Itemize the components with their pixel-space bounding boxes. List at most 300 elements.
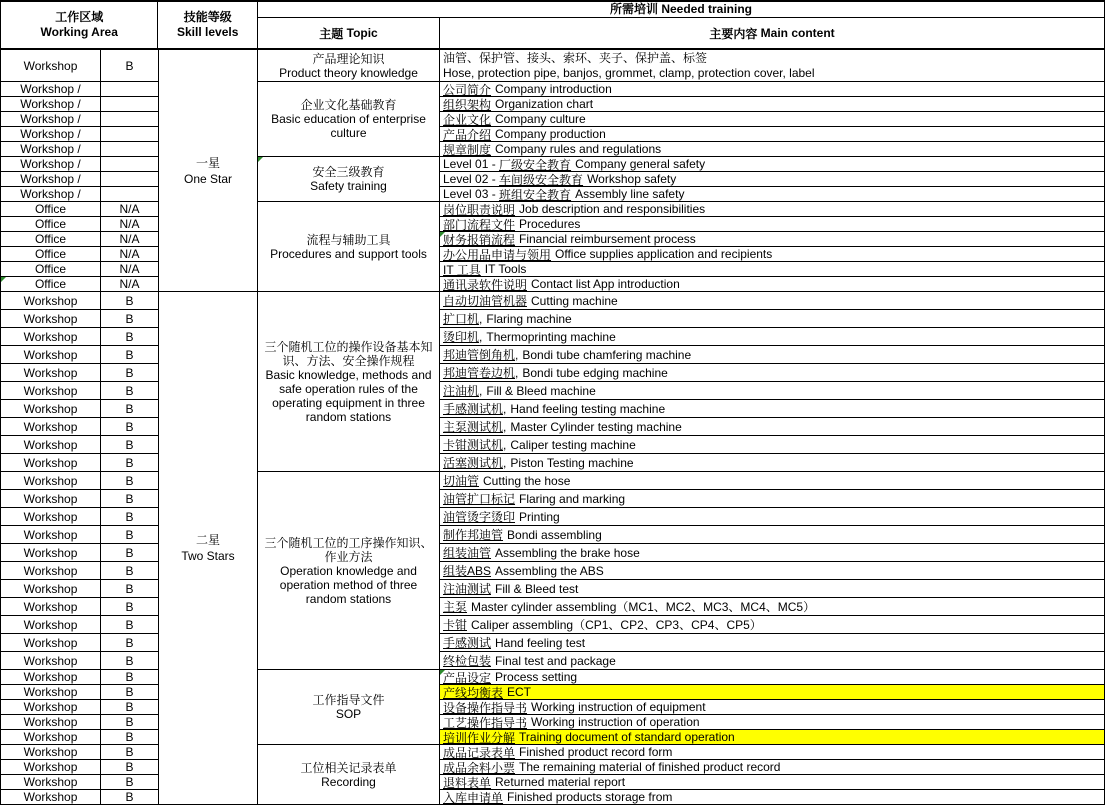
skill-grade-cell[interactable]: B	[101, 364, 159, 382]
working-area-row	[1, 172, 159, 187]
working-area-row	[1, 730, 159, 745]
working-area-cell[interactable]: Workshop	[1, 745, 101, 760]
content-cell[interactable]	[440, 217, 1105, 232]
working-area-cell[interactable]: Office	[1, 277, 101, 292]
content-en: Returned material report	[495, 775, 626, 789]
content-zh: 注油机	[443, 384, 480, 398]
topic-cell[interactable]	[258, 157, 440, 202]
content-post: ,	[503, 437, 507, 452]
working-area-row	[1, 232, 159, 247]
working-area-cell[interactable]: Workshop	[1, 454, 101, 472]
working-area-cell[interactable]: Workshop	[1, 616, 101, 634]
content-en: Cutting machine	[531, 293, 618, 308]
working-area-row	[1, 544, 159, 562]
content-en: Hand feeling testing machine	[510, 401, 666, 416]
working-area-cell[interactable]: Workshop	[1, 598, 101, 616]
content-en: Caliper assembling（CP1、CP2、CP3、CP4、CP5）	[471, 618, 762, 632]
content-cell[interactable]	[440, 760, 1105, 775]
content-zh: 产品介绍	[443, 127, 492, 142]
content-en: Process setting	[495, 670, 578, 684]
content-column	[440, 472, 1105, 670]
content-post: ,	[479, 311, 483, 326]
skill-grade-cell[interactable]: B	[101, 790, 159, 805]
topic-cell[interactable]	[258, 670, 440, 745]
content-cell[interactable]	[440, 127, 1105, 142]
content-column	[440, 50, 1105, 82]
skill-grade-cell[interactable]: N/A	[101, 232, 159, 247]
skill-grade-cell[interactable]: B	[101, 730, 159, 745]
content-zh: 手感测试	[443, 636, 492, 650]
skill-grade-cell[interactable]	[101, 112, 159, 127]
content-zh: 自动切油管机器	[443, 294, 528, 308]
skill-grade-cell[interactable]: B	[101, 652, 159, 670]
working-area-cell[interactable]: Workshop /	[1, 127, 101, 142]
content-post: ,	[503, 455, 507, 470]
skill-grade-cell[interactable]: B	[101, 715, 159, 730]
content-cell[interactable]	[440, 490, 1105, 508]
content-zh: 卡钳	[443, 618, 468, 632]
working-area-cell[interactable]: Office	[1, 202, 101, 217]
working-area-row	[1, 157, 159, 172]
topic-zh: 安全三级教育	[312, 165, 385, 179]
content-en: Printing	[519, 509, 560, 524]
working-area-cell[interactable]: Workshop	[1, 490, 101, 508]
content-cell[interactable]	[440, 715, 1105, 730]
working-area-row	[1, 526, 159, 544]
content-cell[interactable]	[440, 187, 1105, 202]
content-zh: 制作邦迪管	[443, 528, 504, 542]
content-en: Finished product record form	[519, 745, 673, 759]
content-post: ,	[515, 347, 519, 362]
skill-level-cell-one-star[interactable]	[159, 50, 258, 292]
skill-grade-cell[interactable]: B	[101, 400, 159, 418]
header-needed-training-en: Needed training	[661, 2, 753, 16]
content-cell[interactable]	[440, 157, 1105, 172]
working-area-row	[1, 454, 159, 472]
content-cell[interactable]	[440, 418, 1105, 436]
content-cell[interactable]	[440, 112, 1105, 127]
working-area-cell[interactable]: Office	[1, 247, 101, 262]
header-working-area[interactable]	[1, 2, 158, 50]
topic-en: Basic knowledge, methods and safe operation rules of the operating equipment in three random stations	[265, 367, 432, 424]
working-area-row	[1, 112, 159, 127]
skill-level-zh: 一星	[195, 155, 220, 170]
skill-grade-cell[interactable]: B	[101, 328, 159, 346]
content-zh: 油管扩口标记	[443, 492, 516, 506]
working-area-cell[interactable]: Workshop	[1, 700, 101, 715]
working-area-cell[interactable]: Workshop	[1, 775, 101, 790]
content-prefix: Level 01 -	[443, 157, 500, 171]
working-area-row	[1, 472, 159, 490]
comment-flag-icon	[258, 157, 263, 162]
skill-grade-cell[interactable]: B	[101, 775, 159, 790]
skill-grade-cell[interactable]: N/A	[101, 277, 159, 292]
working-area-cell[interactable]: Workshop	[1, 562, 101, 580]
content-column	[440, 202, 1105, 292]
content-cell[interactable]	[440, 202, 1105, 217]
content-cell[interactable]	[440, 310, 1105, 328]
working-area-row	[1, 364, 159, 382]
header-skill-levels[interactable]	[158, 2, 258, 50]
content-cell[interactable]	[440, 598, 1105, 616]
content-cell[interactable]	[440, 616, 1105, 634]
working-area-cell[interactable]: Office	[1, 232, 101, 247]
skill-grade-cell[interactable]: B	[101, 526, 159, 544]
working-area-cell[interactable]: Workshop /	[1, 157, 101, 172]
table-body	[1, 50, 1105, 805]
working-area-column	[1, 50, 159, 292]
skill-grade-cell[interactable]: B	[101, 454, 159, 472]
working-area-row	[1, 217, 159, 232]
content-zh: 成品记录表单	[443, 745, 516, 760]
skill-grade-cell[interactable]: B	[101, 745, 159, 760]
working-area-row	[1, 277, 159, 292]
header-needed-training[interactable]	[258, 2, 1105, 18]
content-cell[interactable]	[440, 670, 1105, 685]
working-area-row	[1, 580, 159, 598]
content-en: Company culture	[495, 112, 586, 126]
working-area-cell[interactable]: Workshop /	[1, 142, 101, 157]
skill-level-en: One Star	[183, 171, 233, 186]
working-area-row	[1, 490, 159, 508]
content-zh: 规章制度	[443, 142, 492, 157]
working-area-cell[interactable]: Workshop	[1, 418, 101, 436]
skill-grade-cell[interactable]: B	[101, 490, 159, 508]
topic-zh: 三个随机工位的工序操作知识、作业方法	[264, 535, 433, 564]
skill-grade-cell[interactable]: B	[101, 50, 159, 82]
content-cell[interactable]	[440, 775, 1105, 790]
skill-grade-cell[interactable]	[101, 187, 159, 202]
content-en: ECT	[507, 685, 532, 699]
working-area-row	[1, 418, 159, 436]
skill-grade-cell[interactable]	[101, 127, 159, 142]
skill-grade-cell[interactable]: B	[101, 700, 159, 715]
working-area-row	[1, 82, 159, 97]
working-area-cell[interactable]: Workshop	[1, 730, 101, 745]
content-en: The remaining material of finished product record	[519, 760, 781, 774]
working-area-cell[interactable]: Workshop	[1, 400, 101, 418]
content-zh: 部门流程文件	[443, 217, 516, 232]
topic-cell[interactable]	[258, 202, 440, 292]
skill-level-cell-two-stars[interactable]	[159, 292, 258, 805]
content-cell[interactable]	[440, 472, 1105, 490]
working-area-row	[1, 616, 159, 634]
header-main-content[interactable]	[440, 18, 1105, 50]
working-area-cell[interactable]: Workshop	[1, 652, 101, 670]
skill-grade-cell[interactable]: B	[101, 472, 159, 490]
working-area-row	[1, 700, 159, 715]
content-cell[interactable]	[440, 232, 1105, 247]
working-area-cell[interactable]: Workshop /	[1, 82, 101, 97]
content-en: Organization chart	[495, 97, 594, 111]
skill-grade-cell[interactable]	[101, 82, 159, 97]
content-cell[interactable]	[440, 652, 1105, 670]
content-zh: 主泵	[443, 600, 468, 614]
content-cell[interactable]	[440, 262, 1105, 277]
topic-zh: 工位相关记录表单	[300, 760, 397, 775]
topic-cell[interactable]	[258, 472, 440, 670]
skill-grade-cell[interactable]: B	[101, 508, 159, 526]
content-zh: 工艺操作指导书	[443, 715, 528, 730]
content-zh: 油管烫字烫印	[443, 510, 516, 524]
skill-grade-cell[interactable]: B	[101, 418, 159, 436]
working-area-cell[interactable]: Workshop	[1, 670, 101, 685]
topic-en: Procedures and support tools	[270, 246, 427, 261]
skill-grade-cell[interactable]: B	[101, 310, 159, 328]
topics-and-content	[258, 50, 1105, 292]
content-cell[interactable]	[440, 364, 1105, 382]
content-cell[interactable]	[440, 172, 1105, 187]
content-cell[interactable]	[440, 400, 1105, 418]
content-cell[interactable]	[440, 142, 1105, 157]
content-zh: IT 工具	[443, 262, 481, 277]
skill-grade-cell[interactable]: B	[101, 544, 159, 562]
content-cell[interactable]	[440, 328, 1105, 346]
content-zh: 厂级安全教育	[499, 157, 572, 172]
content-en-line: Hose, protection pipe, banjos, grommet, clamp, protection cover, label	[443, 65, 815, 80]
working-area-cell[interactable]: Workshop /	[1, 172, 101, 187]
content-zh: 组装ABS	[443, 564, 492, 578]
working-area-cell[interactable]: Workshop /	[1, 112, 101, 127]
topic-zh: 工作指导文件	[312, 693, 385, 707]
content-zh: 组织架构	[443, 97, 492, 112]
working-area-cell[interactable]: Workshop	[1, 50, 101, 82]
comment-flag-icon	[1, 277, 6, 282]
working-area-cell[interactable]: Workshop	[1, 685, 101, 700]
topic-zh: 三个随机工位的操作设备基本知识、方法、安全操作规程	[264, 339, 433, 368]
working-area-row	[1, 598, 159, 616]
header-topic[interactable]	[258, 18, 440, 50]
working-area-cell[interactable]: Workshop	[1, 472, 101, 490]
content-prefix: Level 02 -	[443, 172, 500, 186]
content-en: Flaring and marking	[519, 491, 626, 506]
working-area-cell[interactable]: Workshop	[1, 436, 101, 454]
content-cell[interactable]	[440, 700, 1105, 715]
topic-cell[interactable]	[258, 50, 440, 82]
skill-grade-cell[interactable]: B	[101, 598, 159, 616]
skill-grade-cell[interactable]: B	[101, 562, 159, 580]
working-area-row	[1, 187, 159, 202]
content-en: Training document of standard operation	[519, 730, 735, 744]
working-area-row	[1, 247, 159, 262]
table-header	[1, 2, 1105, 50]
content-cell[interactable]	[440, 745, 1105, 760]
working-area-cell[interactable]: Workshop	[1, 382, 101, 400]
skill-grade-cell[interactable]	[101, 172, 159, 187]
header-needed-training-zh: 所需培训	[609, 2, 658, 16]
skill-grade-cell[interactable]	[101, 97, 159, 112]
content-zh: 注油测试	[443, 582, 492, 596]
skill-grade-cell[interactable]: B	[101, 685, 159, 700]
topic-zh: 产品理论知识	[312, 51, 385, 66]
working-area-cell[interactable]: Workshop	[1, 715, 101, 730]
content-zh: 培训作业分解	[443, 730, 516, 745]
content-cell[interactable]	[440, 634, 1105, 652]
topic-cell[interactable]	[258, 745, 440, 805]
content-zh: 通讯录软件说明	[443, 277, 528, 292]
skill-grade-cell[interactable]: B	[101, 382, 159, 400]
content-zh: 退料表单	[443, 775, 492, 790]
skill-grade-cell[interactable]: B	[101, 580, 159, 598]
comment-flag-icon	[440, 232, 445, 237]
topic-en: Recording	[321, 774, 376, 789]
content-cell[interactable]	[440, 508, 1105, 526]
working-area-row	[1, 562, 159, 580]
content-cell[interactable]	[440, 685, 1105, 700]
skill-grade-cell[interactable]	[101, 142, 159, 157]
skill-level-zh: 二星	[195, 533, 220, 547]
topic-group	[258, 157, 1105, 202]
content-zh: 岗位职责说明	[443, 202, 516, 217]
header-working-area-zh: 工作区域	[55, 10, 104, 24]
content-zh: 邦迪管卷边机	[443, 366, 516, 380]
comment-flag-icon	[440, 670, 445, 675]
topics-and-content	[258, 292, 1105, 805]
content-cell[interactable]	[440, 346, 1105, 364]
content-zh: 邦迪管倒角机	[443, 348, 516, 362]
content-en: Bondi assembling	[507, 527, 602, 542]
topic-cell[interactable]	[258, 292, 440, 472]
working-area-cell[interactable]: Workshop	[1, 310, 101, 328]
content-post: ,	[479, 383, 483, 398]
content-cell[interactable]	[440, 580, 1105, 598]
content-cell[interactable]	[440, 790, 1105, 805]
working-area-cell[interactable]: Workshop	[1, 580, 101, 598]
content-en: Office supplies application and recipients	[555, 247, 773, 261]
content-zh: 产线均衡表	[443, 685, 504, 700]
content-en: Cutting the hose	[483, 473, 571, 488]
content-zh: 手感测试机	[443, 402, 504, 416]
content-column	[440, 745, 1105, 805]
header-topic-en: Topic	[346, 26, 378, 40]
working-area-row	[1, 652, 159, 670]
content-zh: 设备操作指导书	[443, 700, 528, 715]
content-cell[interactable]	[440, 382, 1105, 400]
content-en: Bondi tube edging machine	[522, 365, 668, 380]
header-skill-levels-en: Skill levels	[177, 25, 239, 39]
working-area-row	[1, 745, 159, 760]
working-area-cell[interactable]: Workshop	[1, 526, 101, 544]
topic-cell[interactable]	[258, 82, 440, 157]
content-en: Final test and package	[495, 653, 616, 668]
content-cell[interactable]	[440, 454, 1105, 472]
skill-grade-cell[interactable]: B	[101, 760, 159, 775]
content-cell[interactable]	[440, 544, 1105, 562]
skill-grade-cell[interactable]: N/A	[101, 262, 159, 277]
content-zh: 终检包装	[443, 654, 492, 668]
skill-grade-cell[interactable]: B	[101, 616, 159, 634]
working-area-cell[interactable]: Office	[1, 217, 101, 232]
skill-grade-cell[interactable]: N/A	[101, 202, 159, 217]
working-area-cell[interactable]: Workshop	[1, 292, 101, 310]
topic-en: Safety training	[310, 179, 387, 193]
skill-grade-cell[interactable]: B	[101, 292, 159, 310]
skill-grade-cell[interactable]: B	[101, 634, 159, 652]
topic-group	[258, 50, 1105, 82]
content-cell[interactable]	[440, 277, 1105, 292]
working-area-cell[interactable]: Workshop	[1, 544, 101, 562]
skill-grade-cell[interactable]: B	[101, 670, 159, 685]
content-zh: 车间级安全教育	[499, 172, 584, 187]
content-zh: 切油管	[443, 474, 480, 488]
content-prefix: Level 03 -	[443, 187, 500, 201]
content-cell[interactable]	[440, 50, 1105, 82]
content-cell[interactable]	[440, 82, 1105, 97]
working-area-row	[1, 670, 159, 685]
content-en: Thermoprinting machine	[486, 329, 616, 344]
content-cell[interactable]	[440, 97, 1105, 112]
content-en: Procedures	[519, 217, 581, 231]
content-en: Assembling the ABS	[495, 563, 604, 578]
content-en: Fill & Bleed machine	[486, 383, 596, 398]
skill-grade-cell[interactable]: B	[101, 346, 159, 364]
content-zh: 财务报销流程	[443, 232, 516, 247]
content-en: Working instruction of equipment	[531, 700, 706, 714]
topic-en: Product theory knowledge	[279, 65, 418, 80]
content-zh-line: 油管、保护管、接头、索环、夹子、保护盖、标签	[443, 50, 708, 65]
content-en: Company production	[495, 127, 606, 141]
skill-grade-cell[interactable]	[101, 157, 159, 172]
skill-grade-cell[interactable]: N/A	[101, 217, 159, 232]
content-post: ,	[503, 401, 507, 416]
content-post: ,	[479, 329, 483, 344]
skill-grade-cell[interactable]: N/A	[101, 247, 159, 262]
content-cell[interactable]	[440, 247, 1105, 262]
content-zh: 办公用品申请与领用	[443, 247, 552, 262]
content-cell[interactable]	[440, 292, 1105, 310]
topic-group	[258, 745, 1105, 805]
content-en: Assembly line safety	[575, 187, 685, 201]
content-cell[interactable]	[440, 562, 1105, 580]
topic-zh: 企业文化基础教育	[300, 98, 397, 112]
content-cell[interactable]	[440, 436, 1105, 454]
working-area-row	[1, 202, 159, 217]
working-area-cell[interactable]: Workshop /	[1, 97, 101, 112]
content-zh: 扩口机	[443, 312, 480, 326]
working-area-row	[1, 262, 159, 277]
content-column	[440, 670, 1105, 745]
section-one-star	[1, 50, 1105, 292]
content-column	[440, 82, 1105, 157]
header-working-area-en: Working Area	[40, 25, 118, 39]
content-zh: 企业文化	[443, 112, 492, 127]
content-en: Company introduction	[495, 82, 612, 96]
working-area-row	[1, 436, 159, 454]
working-area-row	[1, 292, 159, 310]
working-area-cell[interactable]: Workshop	[1, 634, 101, 652]
working-area-cell[interactable]: Workshop	[1, 328, 101, 346]
skill-grade-cell[interactable]: B	[101, 436, 159, 454]
working-area-cell[interactable]: Workshop	[1, 364, 101, 382]
content-en: IT Tools	[484, 262, 527, 276]
skill-level-en: Two Stars	[181, 549, 235, 563]
topic-group	[258, 82, 1105, 157]
content-cell[interactable]	[440, 526, 1105, 544]
working-area-cell[interactable]: Workshop /	[1, 187, 101, 202]
content-cell[interactable]	[440, 730, 1105, 745]
content-en: Contact list App introduction	[531, 277, 680, 291]
working-area-row	[1, 142, 159, 157]
working-area-row	[1, 685, 159, 700]
working-area-cell[interactable]: Workshop	[1, 508, 101, 526]
working-area-cell[interactable]: Workshop	[1, 346, 101, 364]
working-area-cell[interactable]: Office	[1, 262, 101, 277]
working-area-cell[interactable]: Workshop	[1, 760, 101, 775]
topic-group	[258, 202, 1105, 292]
content-en: Hand feeling test	[495, 635, 586, 650]
working-area-cell[interactable]: Workshop	[1, 790, 101, 805]
section-two-stars	[1, 292, 1105, 805]
